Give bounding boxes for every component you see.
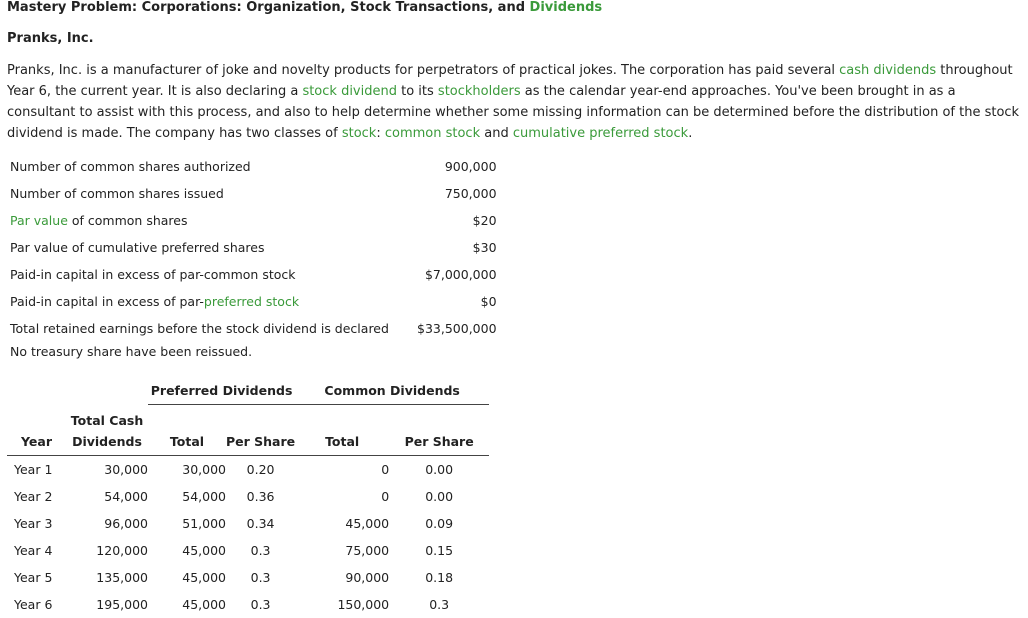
stock-link[interactable]: stock bbox=[341, 126, 377, 141]
common-dividends-header: Common Dividends bbox=[295, 377, 489, 405]
common-per-share-cell: 0.09 bbox=[425, 516, 454, 531]
fact-value: $30 bbox=[472, 240, 497, 255]
fact-row bbox=[10, 288, 497, 315]
preferred-total-cell: 51,000 bbox=[182, 516, 226, 531]
total-cash-cell: 96,000 bbox=[104, 516, 148, 531]
dividends-table bbox=[7, 377, 489, 618]
year-cell: Year 5 bbox=[14, 570, 53, 585]
preferred-per-share-cell: 0.36 bbox=[246, 489, 275, 504]
treasury-note: No treasury share have been reissued. bbox=[10, 344, 253, 359]
preferred-dividends-header: Preferred Dividends bbox=[148, 377, 295, 405]
preferred-total-cell: 30,000 bbox=[182, 462, 226, 477]
fact-value: $20 bbox=[472, 213, 497, 228]
fact-label: Par value of cumulative preferred shares bbox=[10, 240, 265, 255]
preferred-total-cell: 45,000 bbox=[182, 570, 226, 585]
common-total-cell: 90,000 bbox=[345, 570, 390, 585]
preferred-per-share-cell: 0.3 bbox=[250, 597, 271, 612]
preferred-total-cell: 54,000 bbox=[182, 489, 226, 504]
common-total-cell: 45,000 bbox=[345, 516, 390, 531]
total-cash-header-line2: Dividends bbox=[66, 428, 148, 456]
cumulative-preferred-stock-link[interactable]: cumulative preferred stock bbox=[512, 126, 689, 141]
total-cash-cell: 54,000 bbox=[104, 489, 148, 504]
total-cash-cell: 120,000 bbox=[96, 543, 148, 558]
fact-value: $7,000,000 bbox=[424, 267, 497, 282]
common-total-cell: 0 bbox=[381, 489, 390, 504]
common-total-cell: 75,000 bbox=[345, 543, 390, 558]
preferred-per-share-cell: 0.20 bbox=[246, 462, 275, 477]
fact-label-text: Paid-in capital in excess of par- bbox=[10, 294, 204, 309]
total-cash-cell: 30,000 bbox=[104, 462, 148, 477]
preferred-per-share-header: Per Share bbox=[226, 428, 295, 456]
fact-row bbox=[10, 315, 497, 342]
year-cell: Year 4 bbox=[14, 543, 53, 558]
table-row bbox=[7, 591, 489, 618]
fact-label bbox=[10, 207, 417, 234]
table-row bbox=[7, 564, 489, 591]
intro-text: and bbox=[480, 126, 513, 141]
intro-text: to its bbox=[396, 84, 438, 99]
intro-text: Pranks, Inc. is a manufacturer of joke and novelty products for perpetrators of practical jokes. The corporation has paid several bbox=[7, 63, 840, 78]
header-row-1 bbox=[7, 405, 489, 429]
preferred-per-share-cell: 0.3 bbox=[250, 543, 271, 558]
stockholders-link[interactable]: stockholders bbox=[437, 84, 521, 99]
stock-dividend-link[interactable]: stock dividend bbox=[302, 84, 397, 99]
company-facts-table bbox=[10, 153, 497, 342]
year-header: Year bbox=[7, 428, 66, 456]
fact-row bbox=[10, 207, 497, 234]
common-per-share-cell: 0.00 bbox=[425, 462, 454, 477]
common-per-share-cell: 0.15 bbox=[425, 543, 454, 558]
year-cell: Year 2 bbox=[14, 489, 53, 504]
page-title bbox=[7, 0, 602, 16]
fact-row bbox=[10, 180, 497, 207]
table-row bbox=[7, 483, 489, 510]
preferred-stock-link[interactable]: preferred stock bbox=[203, 294, 300, 309]
fact-row bbox=[10, 234, 497, 261]
total-cash-header-line1: Total Cash bbox=[70, 413, 144, 428]
intro-text: . bbox=[688, 126, 693, 141]
common-per-share-cell: 0.18 bbox=[425, 570, 454, 585]
intro-text: : bbox=[376, 126, 385, 141]
fact-label: Paid-in capital in excess of par-common stock bbox=[10, 267, 296, 282]
preferred-total-header: Total bbox=[148, 428, 226, 456]
company-name: Pranks, Inc. bbox=[7, 31, 94, 46]
title-prefix: Mastery Problem: Corporations: Organization, Stock Transactions, and bbox=[7, 0, 530, 15]
group-header-row bbox=[7, 377, 489, 405]
common-total-header: Total bbox=[295, 428, 389, 456]
intro-text: throughout Year 6, the current year. It is also declaring a bbox=[7, 63, 1013, 99]
preferred-per-share-cell: 0.3 bbox=[250, 570, 271, 585]
table-row bbox=[7, 537, 489, 564]
fact-row bbox=[10, 261, 497, 288]
year-cell: Year 6 bbox=[14, 597, 53, 612]
fact-row bbox=[10, 153, 497, 180]
preferred-total-cell: 45,000 bbox=[182, 543, 226, 558]
fact-label-text: of common shares bbox=[67, 213, 188, 228]
table-row bbox=[7, 456, 489, 484]
intro-text: as the calendar year-end approaches. You've been brought in as a consultant to assist with this process, and also to help determine whether some missing information can be determined before the distribution of the stock dividend is made. The company has two classes of bbox=[7, 84, 1020, 141]
fact-label: Number of common shares issued bbox=[10, 186, 224, 201]
par-value-link[interactable]: Par value bbox=[10, 213, 68, 228]
preferred-per-share-cell: 0.34 bbox=[246, 516, 275, 531]
fact-label: Number of common shares authorized bbox=[10, 159, 251, 174]
year-cell: Year 1 bbox=[14, 462, 53, 477]
preferred-total-cell: 45,000 bbox=[182, 597, 226, 612]
common-stock-link[interactable]: common stock bbox=[384, 126, 481, 141]
table-row bbox=[7, 510, 489, 537]
cash-dividends-link[interactable]: cash dividends bbox=[839, 63, 937, 78]
fact-label bbox=[10, 288, 417, 315]
intro-paragraph bbox=[7, 60, 1021, 144]
common-total-cell: 0 bbox=[381, 462, 390, 477]
dividends-link[interactable]: Dividends bbox=[529, 0, 603, 15]
fact-label: Total retained earnings before the stock dividend is declared bbox=[10, 321, 389, 336]
year-cell: Year 3 bbox=[14, 516, 53, 531]
common-total-cell: 150,000 bbox=[337, 597, 390, 612]
common-per-share-cell: 0.3 bbox=[429, 597, 450, 612]
total-cash-cell: 195,000 bbox=[96, 597, 148, 612]
header-row-2 bbox=[7, 428, 489, 456]
common-per-share-cell: 0.00 bbox=[425, 489, 454, 504]
common-per-share-header: Per Share bbox=[389, 428, 489, 456]
fact-value: $33,500,000 bbox=[417, 321, 497, 336]
fact-value: 900,000 bbox=[444, 159, 497, 174]
total-cash-cell: 135,000 bbox=[96, 570, 148, 585]
fact-value: $0 bbox=[480, 294, 497, 309]
fact-value: 750,000 bbox=[444, 186, 497, 201]
